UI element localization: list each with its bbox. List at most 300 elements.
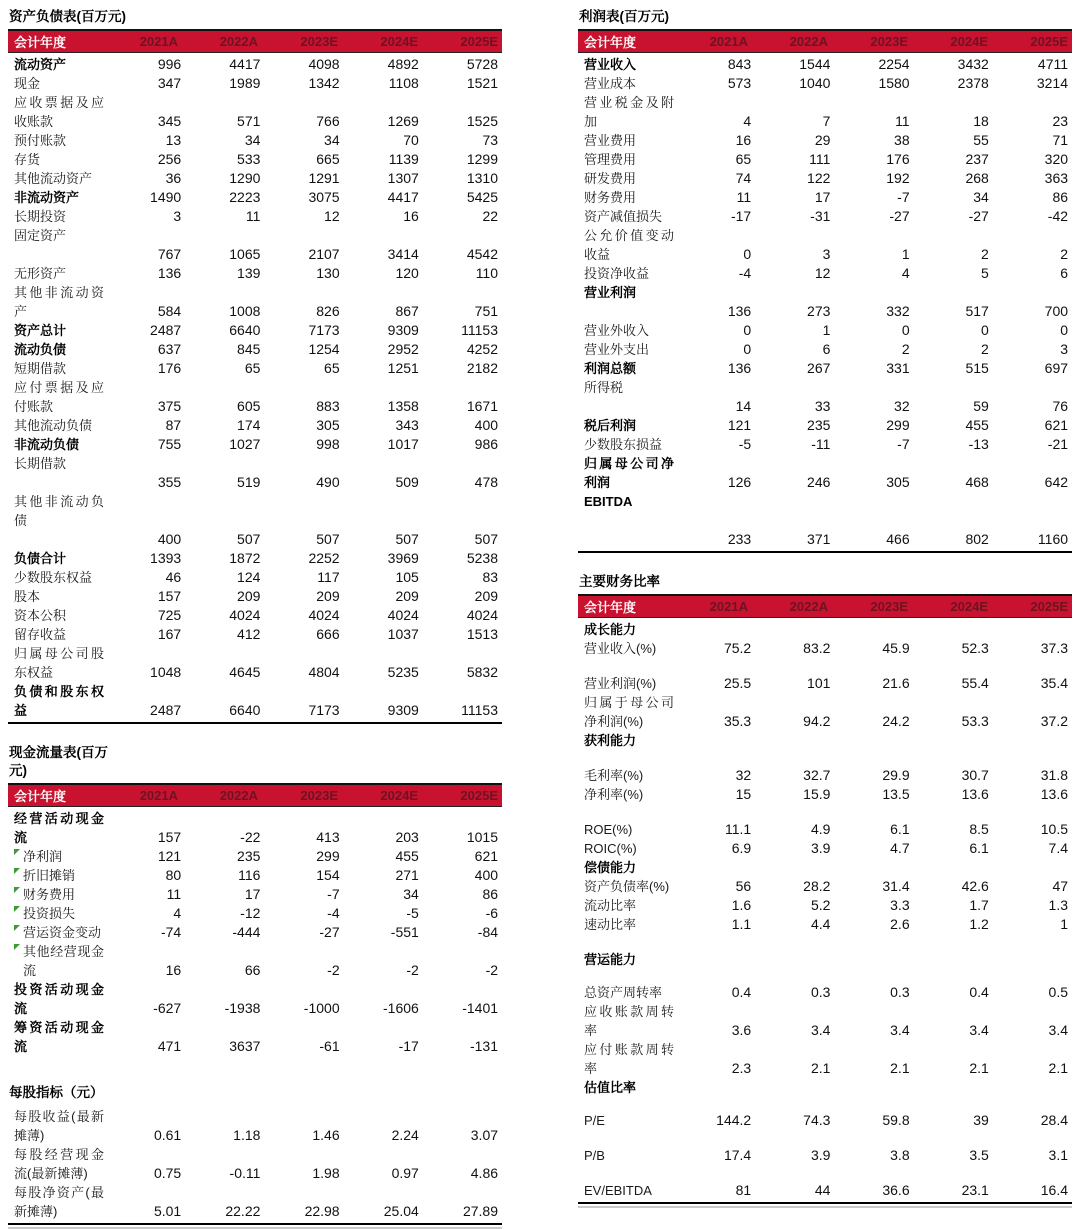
cell-value: -1938 (224, 1000, 261, 1016)
table-row (578, 454, 1072, 492)
spacer (578, 553, 1072, 571)
cell-value: 25.5 (723, 675, 752, 691)
cell-value: 2 (981, 341, 989, 357)
cell-value: 996 (157, 56, 182, 72)
cell-value: -13 (968, 436, 989, 452)
cell-value: 2487 (150, 702, 182, 718)
row-values (674, 359, 1070, 378)
cell-value: 176 (886, 151, 910, 167)
cell-value: -444 (232, 924, 261, 940)
key-ratios-header (578, 594, 1072, 618)
cell-value: 3.5 (969, 1147, 989, 1163)
row-values (674, 397, 1070, 416)
fiscal-year-header-label: 会计年度 (14, 789, 67, 804)
cell-value: 621 (474, 848, 499, 864)
cell-value: -6 (485, 905, 499, 921)
row-label: 负债合计 (14, 551, 67, 566)
row-label: 营业成本 (584, 76, 637, 91)
cell-value: 9309 (387, 702, 419, 718)
cell-value: 2.3 (731, 1060, 752, 1076)
cell-value: 1393 (150, 550, 182, 566)
cell-value: 174 (237, 417, 261, 433)
cell-value: -12 (240, 905, 261, 921)
cell-value: 4711 (1037, 56, 1069, 72)
table-row (8, 1107, 502, 1145)
cell-value: 73 (482, 132, 499, 148)
cell-value: 1048 (150, 664, 182, 680)
year-column-header: 2023E (300, 34, 338, 49)
row-values (674, 1021, 1070, 1040)
cell-value: 2254 (878, 56, 910, 72)
cell-value: 343 (395, 417, 419, 433)
cell-value: 75.2 (723, 640, 752, 656)
cell-value: 2.1 (1048, 1060, 1069, 1076)
cell-value: 1544 (799, 56, 831, 72)
row-label: 资产负债率(%) (584, 879, 670, 894)
row-label: 净利润 (14, 847, 104, 866)
cell-value: 15.9 (803, 786, 831, 802)
cell-value: 3.1 (1048, 1147, 1069, 1163)
row-values (674, 1146, 1070, 1165)
cell-value: -1401 (462, 1000, 499, 1016)
row-values (674, 877, 1070, 896)
cell-value: 42.6 (961, 878, 989, 894)
cell-value: 83.2 (803, 640, 831, 656)
row-label: 财务费用 (14, 885, 104, 904)
row-values (674, 766, 1070, 785)
row-values (674, 820, 1070, 839)
cell-value: 65 (244, 360, 261, 376)
balance-sheet-table (8, 6, 502, 724)
table-row (8, 847, 502, 866)
cell-value: 1310 (466, 170, 499, 186)
cell-value: 256 (157, 151, 182, 167)
cell-value: 867 (395, 303, 419, 319)
cell-value: 33 (814, 398, 831, 414)
table-row (8, 904, 502, 923)
row-label: 流动负债 (14, 342, 67, 357)
row-values (104, 302, 500, 321)
cell-value: 34 (244, 132, 261, 148)
cell-value: 517 (965, 303, 989, 319)
cell-value: 16 (165, 962, 182, 978)
cell-value: 209 (237, 588, 261, 604)
year-column-header: 2024E (950, 599, 988, 614)
cell-value: 16.4 (1040, 1182, 1069, 1198)
row-label: 存货 (14, 152, 41, 167)
income-statement-table (578, 6, 1072, 553)
cell-value: 2 (981, 246, 989, 262)
row-values (104, 1037, 500, 1056)
row-values (674, 416, 1070, 435)
cell-value: 478 (474, 474, 499, 490)
table-row (578, 340, 1072, 359)
year-column-header: 2021A (709, 599, 748, 614)
cell-value: 36 (165, 170, 182, 186)
table-row (8, 378, 502, 416)
row-label: 每股经营现金流(最新摊薄) (14, 1147, 104, 1181)
row-label: 税后利润 (584, 418, 637, 433)
cell-value: 1269 (387, 113, 419, 129)
cell-value: 6640 (229, 702, 261, 718)
row-values (674, 169, 1070, 188)
table-row (8, 942, 502, 980)
cell-value: 94.2 (803, 713, 831, 729)
cell-value: -627 (153, 1000, 182, 1016)
cell-value: 320 (1044, 151, 1069, 167)
cell-value: 400 (157, 531, 182, 547)
cell-value: 3.4 (1048, 1022, 1069, 1038)
cell-value: 12 (324, 208, 340, 224)
cell-value: 466 (886, 531, 910, 547)
table-row (578, 283, 1072, 321)
cell-value: 1.2 (969, 916, 989, 932)
row-label: 营业外支出 (584, 342, 650, 357)
key-ratios-title: 主要财务比率 (579, 574, 660, 589)
cell-value: 0.3 (810, 984, 831, 1000)
year-column-header: 2023E (870, 599, 908, 614)
table-row (578, 915, 1072, 934)
cell-value: 1290 (229, 170, 261, 186)
row-values (104, 961, 500, 980)
table-row (8, 587, 502, 606)
table-row (578, 950, 1072, 969)
cell-value: 4.7 (890, 840, 910, 856)
cell-value: 4024 (466, 607, 499, 623)
row-label: 负债和股东权益 (14, 684, 104, 718)
cell-value: 3969 (387, 550, 419, 566)
cell-value: 347 (157, 75, 182, 91)
cell-value: 507 (395, 531, 419, 547)
cell-value: 2378 (957, 75, 989, 91)
table-row (8, 131, 502, 150)
cell-value: 34 (973, 189, 989, 205)
row-label: 资产总计 (14, 323, 67, 338)
cell-value: 1008 (229, 303, 261, 319)
cell-value: 1.3 (1048, 897, 1069, 913)
table-row (578, 492, 1072, 549)
row-label: 管理费用 (584, 152, 637, 167)
year-column-header: 2025E (460, 34, 498, 49)
row-values (104, 169, 500, 188)
cell-value: 271 (395, 867, 419, 883)
cell-value: 35.4 (1040, 675, 1069, 691)
cell-value: 883 (316, 398, 340, 414)
cell-value: 0 (901, 322, 910, 338)
cell-value: 490 (316, 474, 340, 490)
row-values (674, 896, 1070, 915)
row-values (674, 150, 1070, 169)
cell-value: 154 (316, 867, 340, 883)
year-column-header: 2025E (1030, 34, 1068, 49)
cell-value: 1513 (466, 626, 499, 642)
row-values (674, 55, 1070, 74)
right-column (578, 6, 1072, 1225)
row-label: 利润总额 (584, 361, 637, 376)
cell-value: 11 (245, 208, 261, 224)
row-label: 营业利润 (584, 285, 637, 300)
row-values (674, 340, 1070, 359)
cell-value: -27 (319, 924, 340, 940)
row-values (104, 885, 500, 904)
cell-value: 1 (901, 246, 910, 262)
cell-value: -7 (897, 436, 910, 452)
cell-value: 2487 (150, 322, 182, 338)
cell-value: 519 (237, 474, 261, 490)
row-values (674, 983, 1070, 1002)
cell-value: 507 (316, 531, 340, 547)
cell-value: 136 (157, 265, 182, 281)
fiscal-year-header-label: 会计年度 (584, 35, 637, 50)
key-ratios-body (578, 618, 1072, 1204)
green-flag-icon (14, 944, 20, 950)
cell-value: 0.5 (1048, 984, 1069, 1000)
table-row (8, 454, 502, 492)
row-label: 资本公积 (14, 608, 67, 623)
cell-value: 6 (1060, 265, 1069, 281)
cell-value: 3.4 (810, 1022, 831, 1038)
cell-value: 3.8 (890, 1147, 910, 1163)
cell-value: 11153 (461, 322, 499, 338)
row-label: 非流动负债 (14, 437, 80, 452)
row-values (674, 188, 1070, 207)
cell-value: 1.7 (969, 897, 989, 913)
row-label: 营业费用 (584, 133, 637, 148)
cell-value: 533 (237, 151, 261, 167)
row-values (104, 112, 500, 131)
spacer (8, 1056, 502, 1082)
cell-value: 1027 (229, 436, 261, 452)
cell-value: 273 (807, 303, 831, 319)
table-row (8, 207, 502, 226)
cell-value: 39 (973, 1112, 989, 1128)
table-row (8, 625, 502, 644)
cell-value: 665 (316, 151, 340, 167)
cell-value: 3.4 (890, 1022, 910, 1038)
table-row (8, 435, 502, 454)
cell-value: 725 (157, 607, 182, 623)
cell-value: 15 (735, 786, 752, 802)
cell-value: 32 (735, 767, 752, 783)
row-spacer (578, 934, 1072, 950)
cell-value: 28.4 (1040, 1112, 1069, 1128)
cell-value: 34 (403, 886, 419, 902)
cell-value: 176 (157, 360, 182, 376)
table-row (8, 283, 502, 321)
cell-value: 136 (727, 360, 752, 376)
row-label: 财务费用 (584, 190, 637, 205)
row-values (674, 1181, 1070, 1200)
year-column-header: 2023E (870, 34, 908, 49)
cell-value: 34 (324, 132, 340, 148)
row-label: 总资产周转率 (584, 985, 663, 1000)
year-column-header: 2022A (219, 788, 258, 803)
cell-value: 203 (395, 829, 419, 845)
cell-value: 1254 (308, 341, 340, 357)
row-values (104, 245, 500, 264)
cell-value: 0.75 (153, 1165, 182, 1181)
income-statement-title: 利润表(百万元) (579, 9, 669, 24)
table-row (8, 809, 502, 847)
table-row (8, 549, 502, 568)
row-label: 长期投资 (14, 209, 67, 224)
cell-value: 299 (886, 417, 910, 433)
table-row (578, 188, 1072, 207)
row-spacer (578, 969, 1072, 983)
cell-value: 509 (395, 474, 419, 490)
cell-value: 167 (157, 626, 182, 642)
row-values (674, 1059, 1070, 1078)
table-row (578, 359, 1072, 378)
cell-value: 74 (735, 170, 752, 186)
table-row (578, 169, 1072, 188)
row-label: 投资净收益 (584, 266, 650, 281)
cell-value: 11 (166, 886, 182, 902)
table-row (578, 74, 1072, 93)
row-values (104, 625, 500, 644)
row-label: 营业收入(%) (584, 641, 657, 656)
cell-value: 76 (1052, 398, 1069, 414)
cell-value: 3.9 (810, 840, 831, 856)
cell-value: 120 (395, 265, 419, 281)
row-label: 营业税金及附加 (584, 95, 674, 129)
cell-value: 52.3 (961, 640, 989, 656)
cell-value: 1037 (387, 626, 419, 642)
cell-value: 29.9 (882, 767, 910, 783)
row-values (674, 473, 1070, 492)
cell-value: 7.4 (1048, 840, 1069, 856)
cell-value: 4252 (466, 341, 499, 357)
row-label: 流动资产 (14, 57, 67, 72)
balance-sheet-header (8, 29, 502, 53)
cell-value: 4.4 (810, 916, 831, 932)
cell-value: 3.3 (890, 897, 910, 913)
cell-value: 13.6 (1040, 786, 1069, 802)
cell-value: 766 (316, 113, 340, 129)
cell-value: 32 (894, 398, 910, 414)
cell-value: 1040 (799, 75, 831, 91)
row-label: 流动比率 (584, 898, 637, 913)
year-column-header: 2024E (950, 34, 988, 49)
cell-value: 5238 (466, 550, 499, 566)
cell-value: 1989 (229, 75, 261, 91)
cell-value: 121 (727, 417, 752, 433)
cell-value: 2182 (466, 360, 499, 376)
cell-value: 767 (157, 246, 182, 262)
row-label: 所得税 (584, 380, 624, 395)
cell-value: 23 (1052, 113, 1069, 129)
cell-value: 124 (237, 569, 261, 585)
cell-value: -27 (889, 208, 910, 224)
cell-value: 30.7 (961, 767, 989, 783)
row-values (104, 904, 500, 923)
cell-value: 3637 (229, 1038, 261, 1054)
cell-value: 363 (1044, 170, 1069, 186)
row-label: ROIC(%) (584, 841, 637, 856)
row-label: 长期借款 (14, 456, 67, 471)
cell-value: 0.4 (969, 984, 989, 1000)
cell-value: 136 (727, 303, 752, 319)
cell-value: 83 (482, 569, 499, 585)
cell-value: 47 (1052, 878, 1069, 894)
cell-value: 13.6 (961, 786, 989, 802)
row-values (674, 302, 1070, 321)
row-values (674, 207, 1070, 226)
cell-value: -7 (897, 189, 910, 205)
cell-value: 826 (316, 303, 340, 319)
cell-value: 4804 (308, 664, 340, 680)
cell-value: 0 (981, 322, 989, 338)
cell-value: 1525 (466, 113, 499, 129)
cell-value: 235 (807, 417, 831, 433)
cell-value: 80 (165, 867, 182, 883)
row-values (104, 207, 500, 226)
cell-value: 29 (814, 132, 831, 148)
cell-value: 755 (157, 436, 182, 452)
cell-value: 3414 (387, 246, 419, 262)
cell-value: 507 (237, 531, 261, 547)
spacer (8, 724, 502, 742)
table-row (578, 55, 1072, 74)
row-values (104, 416, 500, 435)
cell-value: 157 (157, 829, 182, 845)
table-row (578, 693, 1072, 731)
cell-value: 3432 (957, 56, 989, 72)
cell-value: 5832 (466, 664, 499, 680)
row-label: ROE(%) (584, 822, 633, 837)
cell-value: 24.2 (882, 713, 910, 729)
cell-value: 139 (237, 265, 261, 281)
table-row (578, 93, 1072, 131)
row-values (674, 321, 1070, 340)
cell-value: 455 (965, 417, 989, 433)
income-statement-header (578, 29, 1072, 53)
row-values (674, 1111, 1070, 1130)
cell-value: 28.2 (803, 878, 831, 894)
cell-value: 1580 (878, 75, 910, 91)
cell-value: 4542 (466, 246, 499, 262)
row-values (104, 188, 500, 207)
cell-value: 27.89 (462, 1203, 499, 1219)
cell-value: 0.4 (731, 984, 752, 1000)
table-row (578, 1111, 1072, 1130)
cell-value: 637 (157, 341, 182, 357)
cell-value: 0.3 (890, 984, 910, 1000)
row-label: 非流动资产 (14, 190, 80, 205)
row-label: 少数股东权益 (14, 570, 93, 585)
table-row (8, 923, 502, 942)
cell-value: 4892 (387, 56, 419, 72)
cell-value: 2.24 (391, 1127, 419, 1143)
table-row (578, 1040, 1072, 1078)
cell-value: 12 (814, 265, 831, 281)
table-row (8, 416, 502, 435)
cell-value: 1.46 (312, 1127, 340, 1143)
row-label: 股本 (14, 589, 41, 604)
cell-value: 74.3 (803, 1112, 831, 1128)
cell-value: 122 (807, 170, 831, 186)
cell-value: 8.5 (969, 821, 989, 837)
row-values (104, 55, 500, 74)
cell-value: 37.3 (1040, 640, 1069, 656)
cell-value: 375 (157, 398, 182, 414)
cell-value: 157 (157, 588, 182, 604)
cell-value: 13.5 (882, 786, 910, 802)
cell-value: 25.04 (383, 1203, 419, 1219)
row-values (674, 264, 1070, 283)
row-values (674, 639, 1070, 658)
cell-value: 16 (403, 208, 419, 224)
